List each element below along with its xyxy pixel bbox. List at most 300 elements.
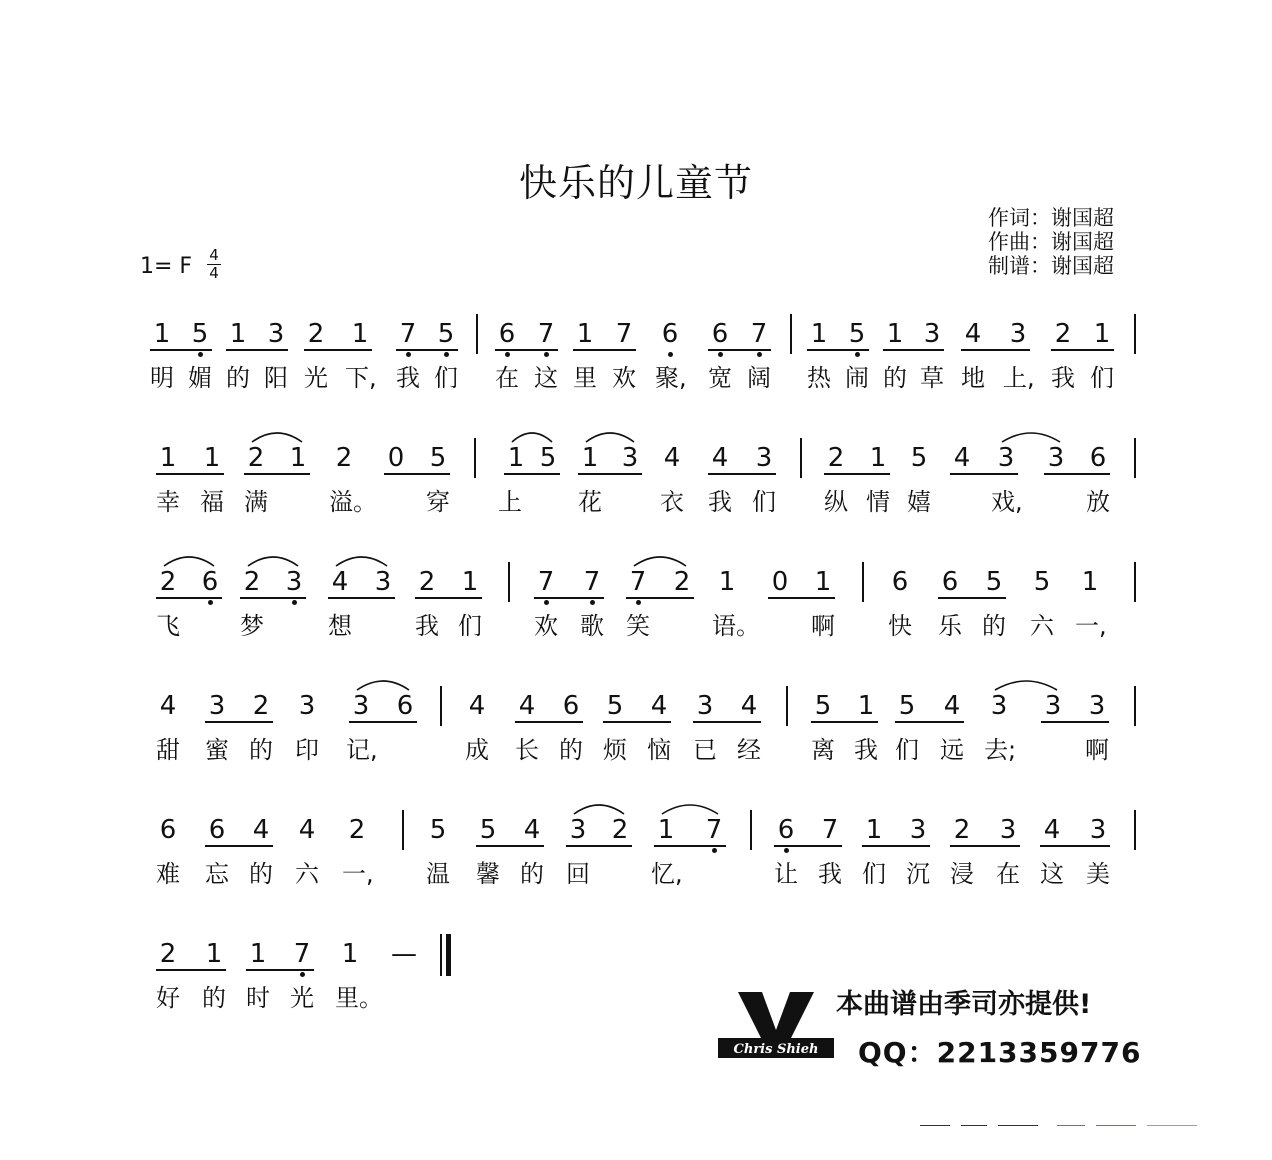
lyric-char: 们 <box>1090 364 1114 392</box>
bar-line <box>786 686 788 726</box>
jianpu-note: 1 <box>869 443 887 473</box>
beam-underline <box>240 597 306 599</box>
jianpu-note: 6 <box>562 691 580 721</box>
lyric-char: 沉 <box>906 860 930 888</box>
jianpu-note: 4 <box>518 691 536 721</box>
jianpu-note: 1 <box>289 443 307 473</box>
jianpu-note: 2 <box>247 443 265 473</box>
jianpu-note: 4 <box>663 443 681 473</box>
jianpu-note: 2 <box>243 567 261 597</box>
lyric-char: 衣 <box>660 488 684 516</box>
jianpu-note: 2 <box>953 815 971 845</box>
lyric-char: 放 <box>1086 488 1110 516</box>
lyric-char: 们 <box>434 364 458 392</box>
jianpu-note: 1 <box>507 443 525 473</box>
beam-underline <box>654 845 726 847</box>
lyric-char: 啊 <box>1085 736 1109 764</box>
lyric-char: 甜 <box>156 736 180 764</box>
jianpu-note: 1 <box>205 939 223 969</box>
beam-underline <box>226 349 288 351</box>
bar-line <box>1134 562 1136 602</box>
lyric-char: 梦 <box>240 612 264 640</box>
beam-underline <box>938 597 1006 599</box>
jianpu-note: 3 <box>208 691 226 721</box>
lyric-char: 的 <box>249 860 273 888</box>
octave-dot-below <box>406 352 411 357</box>
jianpu-note: 5 <box>539 443 557 473</box>
jianpu-note: 0 <box>387 443 405 473</box>
bar-line <box>476 314 478 354</box>
jianpu-note: 3 <box>1047 443 1065 473</box>
lyric-char: 离 <box>811 736 835 764</box>
jianpu-note: 6 <box>711 319 729 349</box>
jianpu-note: 5 <box>898 691 916 721</box>
bar-line <box>402 810 404 850</box>
lyric-char: 的 <box>202 984 226 1012</box>
jianpu-note: 5 <box>1033 567 1051 597</box>
jianpu-note: 3 <box>923 319 941 349</box>
jianpu-note: 1 <box>810 319 828 349</box>
jianpu-note: 4 <box>711 443 729 473</box>
bar-line <box>750 810 752 850</box>
jianpu-note: 4 <box>298 815 316 845</box>
lyric-char: 纵 <box>824 488 848 516</box>
lyric-char: 忘 <box>205 860 229 888</box>
beam-underline <box>1040 845 1110 847</box>
beam-underline <box>693 721 761 723</box>
beam-underline <box>328 597 395 599</box>
jianpu-note: 1 <box>351 319 369 349</box>
jianpu-note: 7 <box>629 567 647 597</box>
lyric-char: 啊 <box>811 612 835 640</box>
bar-line <box>440 686 442 726</box>
jianpu-note: 7 <box>399 319 417 349</box>
jianpu-note: 1 <box>159 443 177 473</box>
lyric-char: 长 <box>515 736 539 764</box>
lyric-char: 上, <box>1003 364 1035 392</box>
lyric-char: 们 <box>752 488 776 516</box>
lyric-char: 上 <box>498 488 522 516</box>
lyric-char: 一, <box>342 860 374 888</box>
jianpu-note: 3 <box>999 815 1017 845</box>
beam-underline <box>349 721 417 723</box>
lyric-char: 穿 <box>426 488 450 516</box>
jianpu-note: 1 <box>576 319 594 349</box>
beam-underline <box>384 473 450 475</box>
lyricist-credit: 作词：谢国超 <box>988 206 1114 230</box>
lyric-char: 在 <box>996 860 1020 888</box>
cropped-footer <box>920 1116 1210 1126</box>
lyric-char: 馨 <box>476 860 500 888</box>
bar-line <box>800 438 802 478</box>
lyric-char: 难 <box>156 860 180 888</box>
lyric-char: 一, <box>1075 612 1107 640</box>
beam-underline <box>1044 473 1110 475</box>
jianpu-note: 1 <box>865 815 883 845</box>
jianpu-note: 4 <box>943 691 961 721</box>
beam-underline <box>415 597 482 599</box>
jianpu-note: 3 <box>267 319 285 349</box>
jianpu-note: 6 <box>661 319 679 349</box>
jianpu-note: 7 <box>537 567 555 597</box>
beam-underline <box>156 473 224 475</box>
octave-dot-below <box>636 600 641 605</box>
song-title: 快乐的儿童节 <box>518 161 753 205</box>
beam-underline <box>708 473 776 475</box>
lyric-char: 美 <box>1086 860 1110 888</box>
slur-tie <box>573 802 625 816</box>
lyric-char: 花 <box>578 488 602 516</box>
lyric-char: 光 <box>304 364 328 392</box>
jianpu-note: 1 <box>461 567 479 597</box>
beam-underline <box>603 721 671 723</box>
jianpu-note: 4 <box>953 443 971 473</box>
jianpu-note: 5 <box>910 443 928 473</box>
jianpu-note: 7 <box>705 815 723 845</box>
beam-underline <box>515 721 583 723</box>
lyric-char: 乐 <box>938 612 962 640</box>
jianpu-note: 5 <box>191 319 209 349</box>
lyric-char: 已 <box>693 736 717 764</box>
jianpu-note: 6 <box>201 567 219 597</box>
jianpu-note: 1 <box>341 939 359 969</box>
jianpu-note: 1 <box>657 815 675 845</box>
jianpu-note: 3 <box>997 443 1015 473</box>
beam-underline <box>573 349 636 351</box>
lyric-char: 我 <box>708 488 732 516</box>
lyric-char: 的 <box>520 860 544 888</box>
jianpu-note: 3 <box>696 691 714 721</box>
lyric-char: 阳 <box>264 364 288 392</box>
jianpu-note: 6 <box>777 815 795 845</box>
beam-underline <box>304 349 372 351</box>
jianpu-note: 1 <box>1081 567 1099 597</box>
jianpu-note: 1 <box>229 319 247 349</box>
lyric-char: 媚 <box>188 364 212 392</box>
jianpu-note: 6 <box>941 567 959 597</box>
slur-tie <box>251 430 303 444</box>
jianpu-note: 3 <box>285 567 303 597</box>
bar-line <box>474 438 476 478</box>
lyric-char: 时 <box>246 984 270 1012</box>
octave-dot-below <box>544 352 549 357</box>
beam-underline <box>1041 721 1109 723</box>
jianpu-note: 4 <box>1043 815 1061 845</box>
jianpu-note: 3 <box>374 567 392 597</box>
jianpu-note: 6 <box>891 567 909 597</box>
octave-dot-below <box>784 848 789 853</box>
octave-dot-below <box>444 352 449 357</box>
jianpu-note: 2 <box>159 939 177 969</box>
jianpu-note: 2 <box>252 691 270 721</box>
jianpu-note: 4 <box>468 691 486 721</box>
beam-underline <box>246 969 314 971</box>
jianpu-note: 2 <box>418 567 436 597</box>
lyric-char: 热 <box>807 364 831 392</box>
jianpu-note: 3 <box>1009 319 1027 349</box>
beam-underline <box>883 349 944 351</box>
jianpu-note: 1 <box>581 443 599 473</box>
lyric-char: 的 <box>559 736 583 764</box>
time-signature <box>207 248 221 281</box>
jianpu-note: 1 <box>718 567 736 597</box>
chris-shieh-logo <box>716 990 836 1066</box>
jianpu-note: 1 <box>857 691 875 721</box>
jianpu-note: 4 <box>331 567 349 597</box>
lyric-char: 恼 <box>647 736 671 764</box>
lyric-char: 飞 <box>156 612 180 640</box>
beam-underline <box>950 845 1020 847</box>
jianpu-note: 5 <box>437 319 455 349</box>
octave-dot-below <box>668 352 673 357</box>
octave-dot-below <box>590 600 595 605</box>
lyric-char: 浸 <box>950 860 974 888</box>
beam-underline <box>566 845 632 847</box>
provider-note: 本曲谱由季司亦提供! <box>836 989 1092 1020</box>
lyric-char: 聚, <box>655 364 687 392</box>
beam-underline <box>708 349 771 351</box>
jianpu-note: 1 <box>886 319 904 349</box>
lyric-char: 歌 <box>580 612 604 640</box>
jianpu-note: 2 <box>348 815 366 845</box>
lyric-char: 我 <box>415 612 439 640</box>
jianpu-note: 4 <box>523 815 541 845</box>
octave-dot-below <box>757 352 762 357</box>
jianpu-note: 2 <box>307 319 325 349</box>
lyric-char: 里 <box>573 364 597 392</box>
jianpu-note: 2 <box>673 567 691 597</box>
bar-line <box>1134 314 1136 354</box>
jianpu-note: 5 <box>814 691 832 721</box>
jianpu-note: 6 <box>208 815 226 845</box>
lyric-char: 的 <box>883 364 907 392</box>
bar-line <box>508 562 510 602</box>
lyric-char: 记, <box>346 736 378 764</box>
beam-underline <box>862 845 930 847</box>
lyric-char: 闹 <box>845 364 869 392</box>
lyric-char: 我 <box>818 860 842 888</box>
jianpu-note: 1 <box>249 939 267 969</box>
beam-underline <box>807 349 869 351</box>
beam-underline <box>156 969 226 971</box>
jianpu-note: 1 <box>153 319 171 349</box>
jianpu-note: 1 <box>1093 319 1111 349</box>
jianpu-note: 7 <box>583 567 601 597</box>
lyric-char: 忆, <box>651 860 683 888</box>
beam-underline <box>1051 349 1114 351</box>
lyric-char: 让 <box>774 860 798 888</box>
octave-dot-below <box>208 600 213 605</box>
lyric-char: 情 <box>866 488 890 516</box>
jianpu-note: 3 <box>569 815 587 845</box>
bar-line <box>1134 810 1136 850</box>
slur-tie <box>1001 430 1061 444</box>
beam-underline <box>504 473 560 475</box>
final-barline-thick <box>446 934 451 976</box>
jianpu-note: 3 <box>1089 815 1107 845</box>
octave-dot-below <box>855 352 860 357</box>
jianpu-note: 3 <box>1044 691 1062 721</box>
key-signature: 1= F <box>140 254 193 279</box>
jianpu-note: 2 <box>611 815 629 845</box>
lyric-char: 语。 <box>712 612 760 640</box>
jianpu-note: 4 <box>964 319 982 349</box>
lyric-char: 快 <box>888 612 912 640</box>
lyric-char: 远 <box>940 736 964 764</box>
beam-underline <box>768 597 835 599</box>
lyric-char: 嬉 <box>907 488 931 516</box>
lyric-char: 蜜 <box>205 736 229 764</box>
beam-underline <box>811 721 878 723</box>
lyric-char: 这 <box>1040 860 1064 888</box>
lyric-char: 我 <box>396 364 420 392</box>
beam-underline <box>150 349 212 351</box>
lyric-char: 六 <box>295 860 319 888</box>
lyric-char: 欢 <box>612 364 636 392</box>
qq-contact: QQ：2213359776 <box>858 1036 1142 1069</box>
lyric-char: 草 <box>920 364 944 392</box>
jianpu-note: 5 <box>985 567 1003 597</box>
lyric-char: 在 <box>495 364 519 392</box>
lyric-char: 满 <box>244 488 268 516</box>
lyric-char: 地 <box>961 364 985 392</box>
jianpu-note: 3 <box>990 691 1008 721</box>
jianpu-note: 5 <box>848 319 866 349</box>
jianpu-note: 3 <box>755 443 773 473</box>
lyric-char: 明 <box>150 364 174 392</box>
beam-underline <box>244 473 310 475</box>
lyric-char: 回 <box>566 860 590 888</box>
lyric-char: 经 <box>737 736 761 764</box>
lyric-char: 温 <box>426 860 450 888</box>
beam-underline <box>824 473 890 475</box>
lyric-char: 的 <box>249 736 273 764</box>
lyric-char: 我 <box>854 736 878 764</box>
jianpu-note: 2 <box>335 443 353 473</box>
jianpu-note: 5 <box>479 815 497 845</box>
beam-underline <box>205 721 273 723</box>
credits <box>988 206 1114 278</box>
jianpu-note: 6 <box>1089 443 1107 473</box>
jianpu-note: 2 <box>1054 319 1072 349</box>
jianpu-note: 2 <box>159 567 177 597</box>
lyric-char: 幸 <box>156 488 180 516</box>
lyric-char: 这 <box>534 364 558 392</box>
beam-underline <box>895 721 964 723</box>
beam-underline <box>578 473 642 475</box>
jianpu-note: 0 <box>771 567 789 597</box>
slur-tie <box>994 678 1058 692</box>
jianpu-note: 3 <box>298 691 316 721</box>
slur-tie <box>661 802 719 816</box>
lyric-char: 光 <box>290 984 314 1012</box>
slur-tie <box>511 430 553 444</box>
lyric-char: 戏, <box>991 488 1023 516</box>
composer-credit: 作曲：谢国超 <box>988 230 1114 254</box>
jianpu-note: 3 <box>352 691 370 721</box>
octave-dot-below <box>292 600 297 605</box>
lyric-char: 们 <box>895 736 919 764</box>
jianpu-note: 7 <box>821 815 839 845</box>
jianpu-note: 3 <box>1088 691 1106 721</box>
jianpu-note: 2 <box>827 443 845 473</box>
lyric-char: 烦 <box>603 736 627 764</box>
octave-dot-below <box>718 352 723 357</box>
jianpu-note: 6 <box>159 815 177 845</box>
lyric-char: 六 <box>1030 612 1054 640</box>
slur-tie <box>247 554 299 568</box>
jianpu-note: 1 <box>203 443 221 473</box>
time-denominator: 4 <box>209 264 219 282</box>
lyric-char: 笑 <box>626 612 650 640</box>
beam-underline <box>156 597 222 599</box>
octave-dot-below <box>198 352 203 357</box>
jianpu-note: 5 <box>429 815 447 845</box>
beam-underline <box>396 349 458 351</box>
jianpu-note: 7 <box>537 319 555 349</box>
octave-dot-below <box>505 352 510 357</box>
beam-underline <box>476 845 544 847</box>
beam-underline <box>961 349 1030 351</box>
octave-dot-below <box>712 848 717 853</box>
final-barline-thin <box>440 934 442 976</box>
beam-underline <box>534 597 604 599</box>
jianpu-note: 5 <box>429 443 447 473</box>
slur-tie <box>585 430 635 444</box>
octave-dot-below <box>300 972 305 977</box>
beam-underline <box>626 597 694 599</box>
slur-tie <box>356 678 410 692</box>
lyric-char: 成 <box>465 736 489 764</box>
jianpu-note: 7 <box>293 939 311 969</box>
jianpu-note: 6 <box>396 691 414 721</box>
octave-dot-below <box>544 600 549 605</box>
slur-tie <box>335 554 388 568</box>
jianpu-note: 7 <box>615 319 633 349</box>
bar-line <box>790 314 792 354</box>
jianpu-note: 6 <box>498 319 516 349</box>
jianpu-note: 4 <box>650 691 668 721</box>
lyric-char: 们 <box>458 612 482 640</box>
lyric-char: 的 <box>226 364 250 392</box>
transcriber-credit: 制谱：谢国超 <box>988 254 1114 278</box>
lyric-char: 欢 <box>534 612 558 640</box>
jianpu-note: 4 <box>740 691 758 721</box>
lyric-char: 阔 <box>747 364 771 392</box>
jianpu-note: 7 <box>750 319 768 349</box>
slur-tie <box>163 554 215 568</box>
lyric-char: 的 <box>982 612 1006 640</box>
time-numerator: 4 <box>209 246 219 264</box>
bar-line <box>1134 438 1136 478</box>
lyric-char: 印 <box>295 736 319 764</box>
jianpu-note: 3 <box>621 443 639 473</box>
lyric-char: 想 <box>328 612 352 640</box>
jianpu-note: 1 <box>814 567 832 597</box>
jianpu-note: 3 <box>909 815 927 845</box>
jianpu-note: 5 <box>606 691 624 721</box>
lyric-char: 里。 <box>335 984 383 1012</box>
lyric-char: 福 <box>200 488 224 516</box>
bar-line <box>862 562 864 602</box>
lyric-char: 好 <box>156 984 180 1012</box>
svg-text:Chris Shieh: Chris Shieh <box>733 1042 819 1057</box>
beam-underline <box>205 845 273 847</box>
lyric-char: 宽 <box>708 364 732 392</box>
beam-underline <box>495 349 558 351</box>
beam-underline <box>950 473 1018 475</box>
lyric-char: 去; <box>984 736 1017 764</box>
